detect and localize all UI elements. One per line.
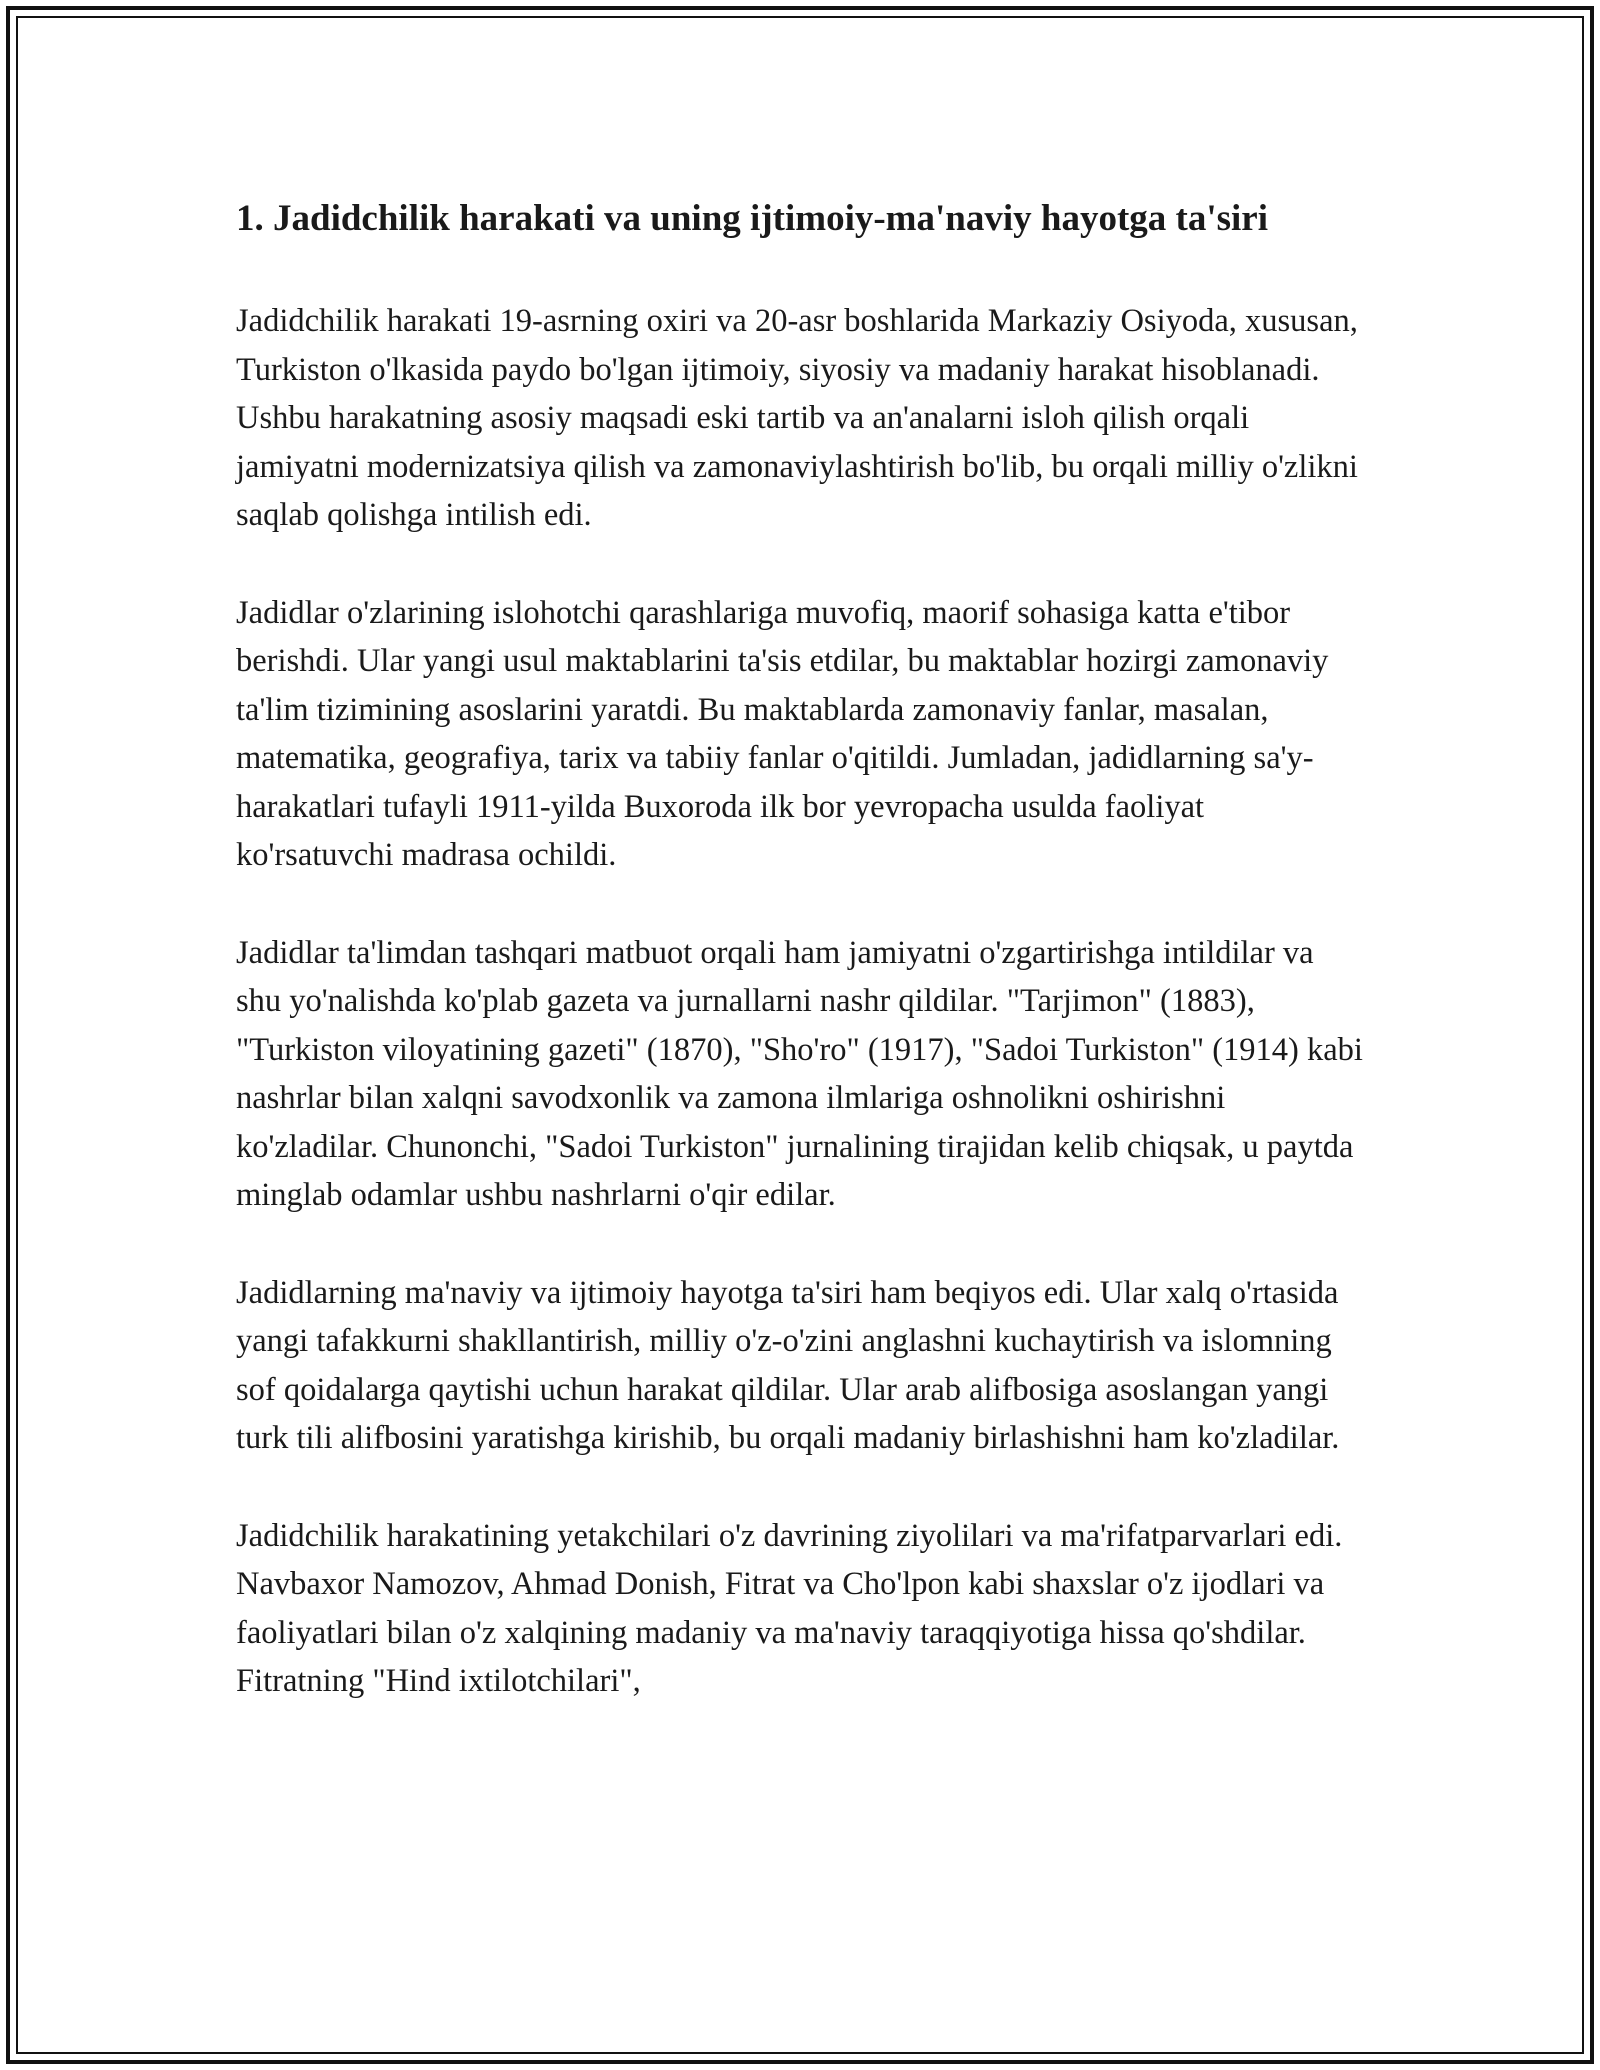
paragraph-3: Jadidlar ta'limdan tashqari matbuot orqali ham jamiyatni o'zgartirishga intildilar va shu yo'nalishda ko'plab gazeta va jurnallarni nashr qildilar. "Tarjimon" (1883), "Turkiston viloyatining gazeti" (1870), "Sho'ro" (1917), "Sadoi Turkiston" (1914) kabi nashrlar bilan xalqni savodxonlik va zamona ilmlariga oshnolikni oshirishni ko'zladilar. Chunonchi, "Sadoi Turkiston" jurnalining tirajidan kelib chiqsak, u paytda minglab odamlar ushbu nashrlarni o'qir edilar.: [236, 934, 1363, 1213]
paragraph-1: Jadidchilik harakati 19-asrning oxiri va 20-asr boshlarida Markaziy Osiyoda, xususan, Turkiston o'lkasida paydo bo'lgan ijtimoiy, siyosiy va madaniy harakat hisoblanadi. Ushbu harakatning asosiy maqsadi eski tartib va an'analarni isloh qilish orqali jamiyatni modernizatsiya qilish va zamonaviylashtirish bo'lib, bu orqali milliy o'zlikni saqlab qolishga intilish edi.: [236, 303, 1358, 533]
paragraph-4: Jadidlarning ma'naviy va ijtimoiy hayotga ta'siri ham beqiyos edi. Ular xalq o'rtasida yangi tafakkurni shakllantirish, milliy o'z-o'zini anglashni kuchaytirish va islomning sof qoidalarga qaytishi uchun harakat qildilar. Ular arab alifbosiga asoslangan yangi turk tili alifbosini yaratishga kirishib, bu orqali madaniy birlashishni ham ko'zladilar.: [236, 1274, 1340, 1456]
document-title: 1. Jadidchilik harakati va uning ijtimoiy-ma'naviy hayotga ta'siri: [236, 198, 1269, 239]
paragraph-2: Jadidlar o'zlarining islohotchi qarashlariga muvofiq, maorif sohasiga katta e'tibor berishdi. Ular yangi usul maktablarini ta'sis etdilar, bu maktablar hozirgi zamonaviy ta'lim tizimining asoslarini yaratdi. Bu maktablarda zamonaviy fanlar, masalan, matematika, geografiya, tarix va tabiiy fanlar o'qitildi. Jumladan, jadidlarning sa'y-harakatlari tufayli 1911-yilda Buxoroda ilk bor yevropacha usulda faoliyat ko'rsatuvchi madrasa ochildi.: [236, 594, 1329, 873]
document-body: [236, 190, 1366, 1755]
paragraph-5: Jadidchilik harakatining yetakchilari o'z davrining ziyolilari va ma'rifatparvarlari edi. Navbaxor Namozov, Ahmad Donish, Fitrat va Cho'lpon kabi shaxslar o'z ijodlari va faoliyatlari bilan o'z xalqining madaniy va ma'naviy taraqqiyotiga hissa qo'shdilar. Fitratning "Hind ixtilotchilari",: [236, 1517, 1343, 1699]
